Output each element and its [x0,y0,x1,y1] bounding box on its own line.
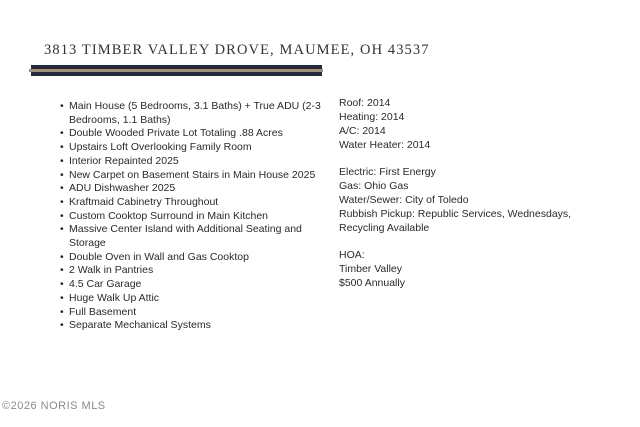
utilities-line: Gas: Ohio Gas [339,180,409,192]
systems-line: A/C: 2014 [339,125,386,137]
section-spacer [339,235,599,248]
feature-item: • New Carpet on Basement Stairs in Main House 2025 [69,169,339,183]
systems-line: Roof: 2014 [339,97,391,109]
hoa-line: HOA: [339,249,365,261]
features-list [60,100,339,333]
feature-item: • 2 Walk in Pantries [69,264,339,278]
feature-item: • Huge Walk Up Attic [69,292,339,306]
feature-item: • Separate Mechanical Systems [69,319,339,333]
feature-item: • Upstairs Loft Overlooking Family Room [69,141,339,155]
feature-item: • Kraftmaid Cabinetry Throughout [69,196,339,210]
feature-item: • Main House (5 Bedrooms, 3.1 Baths) + True ADU (2-3 Bedrooms, 1.1 Baths) [69,100,339,127]
feature-item: • 4.5 Car Garage [69,278,339,292]
feature-item: • Full Basement [69,306,339,320]
divider-bottom [31,72,322,76]
utilities-line: Water/Sewer: City of Toledo [339,194,469,206]
hoa-line: Timber Valley [339,263,403,275]
systems-section [339,96,599,152]
utilities-section [339,165,599,235]
feature-item: • Massive Center Island with Additional Seating and Storage [69,223,339,250]
systems-line: Heating: 2014 [339,111,405,123]
feature-item: • Custom Cooktop Surround in Main Kitchen [69,210,339,224]
property-details [339,96,599,290]
copyright-watermark: ©2026 NORIS MLS [2,400,106,412]
section-spacer [339,152,599,165]
hoa-line: $500 Annually [339,277,405,289]
hoa-section [339,248,599,290]
utilities-line: Rubbish Pickup: Republic Services, Wednesdays, Recycling Available [339,208,572,234]
utilities-line: Electric: First Energy [339,166,436,178]
feature-item: • ADU Dishwasher 2025 [69,182,339,196]
feature-item: • Double Wooded Private Lot Totaling .88 Acres [69,127,339,141]
property-address-title: 3813 TIMBER VALLEY DROVE, MAUMEE, OH 43537 [44,42,430,58]
feature-item: • Interior Repainted 2025 [69,155,339,169]
feature-item: • Double Oven in Wall and Gas Cooktop [69,251,339,265]
systems-line: Water Heater: 2014 [339,139,431,151]
